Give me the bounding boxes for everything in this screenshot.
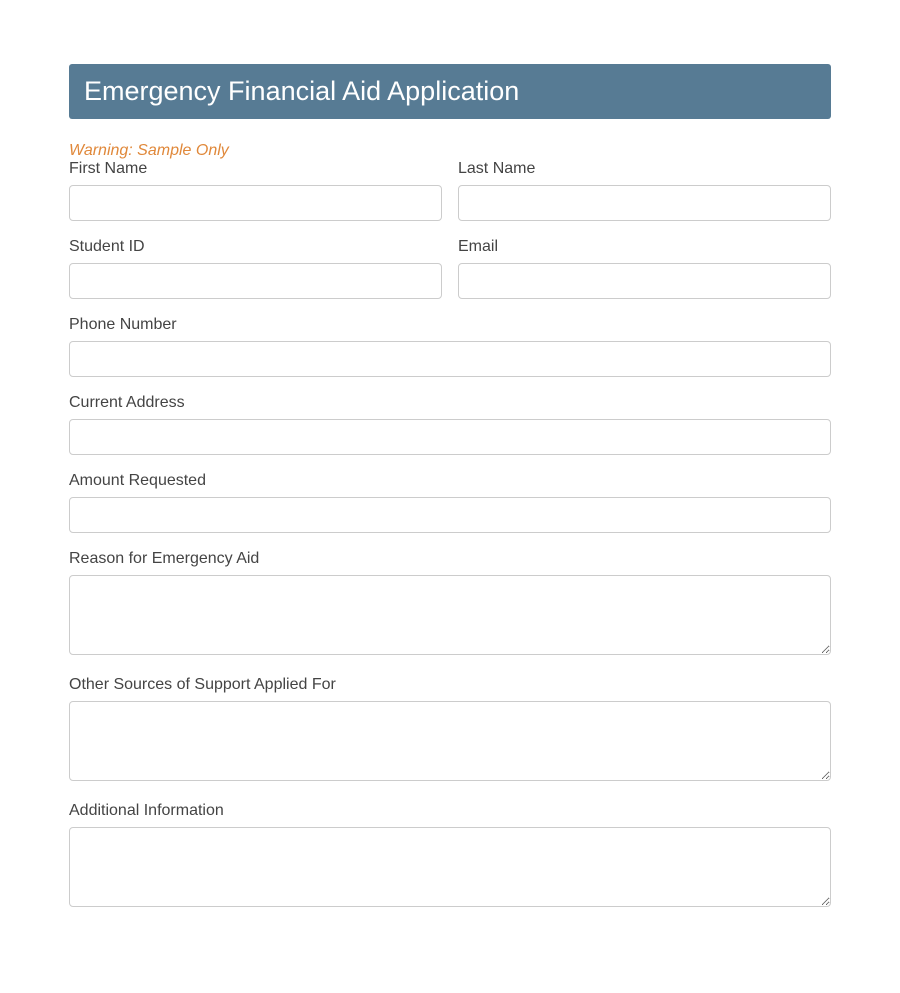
phone-input[interactable] <box>69 341 831 377</box>
amount-input[interactable] <box>69 497 831 533</box>
form-header <box>69 64 831 119</box>
form-title: Emergency Financial Aid Application <box>84 76 520 106</box>
additional-info-label: Additional Information <box>69 802 224 819</box>
first-name-input[interactable] <box>69 185 442 221</box>
last-name-label: Last Name <box>458 160 536 177</box>
address-label: Current Address <box>69 394 185 411</box>
additional-info-textarea[interactable] <box>69 827 831 907</box>
amount-label: Amount Requested <box>69 472 206 489</box>
phone-label: Phone Number <box>69 316 177 333</box>
reason-label: Reason for Emergency Aid <box>69 550 260 567</box>
warning-text: Warning: Sample Only <box>69 142 229 159</box>
last-name-input[interactable] <box>458 185 831 221</box>
email-input[interactable] <box>458 263 831 299</box>
other-sources-label: Other Sources of Support Applied For <box>69 676 336 693</box>
first-name-label: First Name <box>69 160 148 177</box>
other-sources-textarea[interactable] <box>69 701 831 781</box>
address-input[interactable] <box>69 419 831 455</box>
email-label: Email <box>458 238 499 255</box>
student-id-input[interactable] <box>69 263 442 299</box>
reason-textarea[interactable] <box>69 575 831 655</box>
student-id-label: Student ID <box>69 238 145 255</box>
